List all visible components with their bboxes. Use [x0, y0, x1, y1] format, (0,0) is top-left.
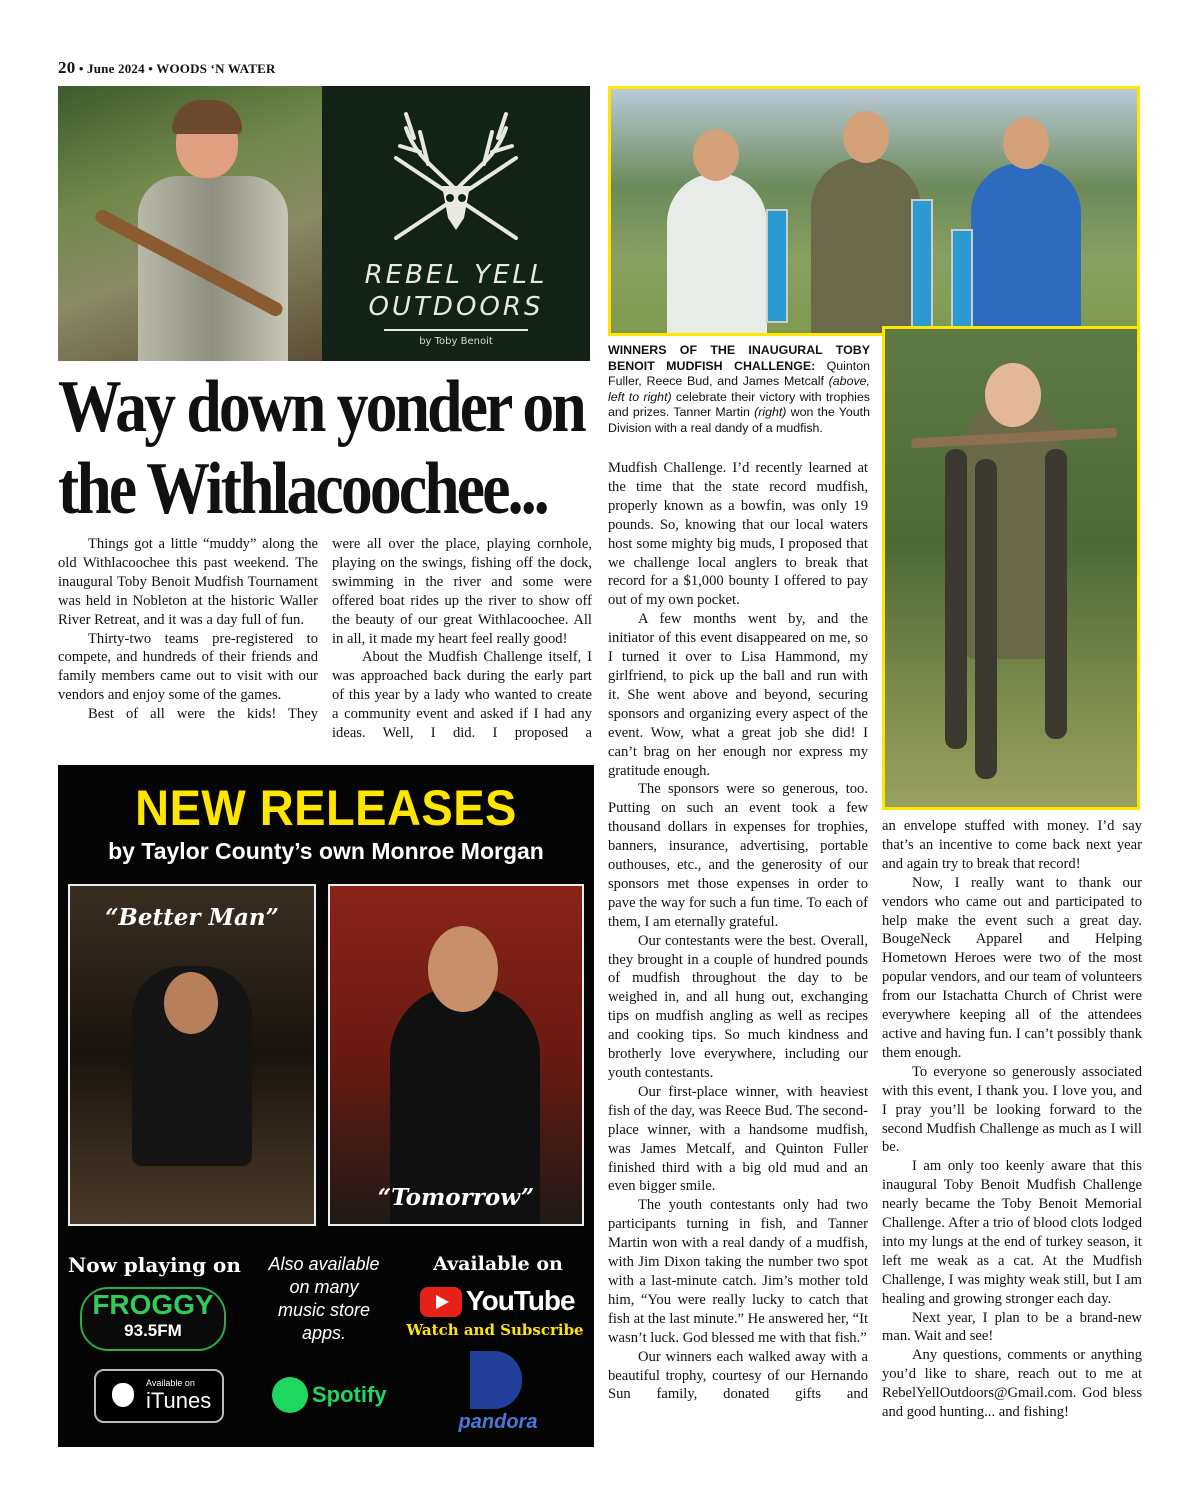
ad-subtitle: by Taylor County’s own Monroe Morgan [108, 838, 544, 864]
winners-photo [608, 86, 1140, 336]
article-column-2 [332, 535, 592, 743]
paragraph: Thirty-two teams pre-registered to compete, and hundreds of their friends and family members came out to visit with our vendors and enjoy some of the games. [58, 630, 318, 704]
froggy-frequency: 93.5FM [124, 1321, 182, 1340]
logo-divider [384, 329, 528, 331]
youth-winner-photo [882, 326, 1140, 810]
logo-byline: by Toby Benoit [419, 336, 493, 347]
itunes-small-text: Available on [146, 1378, 195, 1388]
paragraph: A few months went by, and the initiator of this event disappeared on me, so I turned it over to Lisa Hammond, my girlfriend, to pick up the ball and run with it. She went above and beyond, securing sponsors and organizing every aspect of the event. Wow, what a great job she did! I can’t brag on her enough nor express my gratitude enough. [608, 611, 868, 779]
caption-lead: WINNERS OF THE INAUGURAL TOBY BENOIT MUDFISH CHALLENGE: [608, 343, 870, 373]
ad-title: NEW RELEASES [135, 780, 517, 836]
also-available-text: Also available on many music store apps. [268, 1254, 380, 1343]
itunes-wordmark: iTunes [146, 1388, 212, 1413]
youtube-play-icon [420, 1287, 462, 1317]
logo-line-1: REBEL YELL [364, 260, 548, 290]
froggy-radio-logo [80, 1287, 226, 1351]
photo-caption [608, 343, 870, 437]
author-photo [58, 86, 322, 361]
caption-italic: (right) [754, 405, 787, 420]
album-title: “Tomorrow” [377, 1184, 535, 1211]
paragraph: an envelope stuffed with money. I’d say that’s an incentive to come back next year and again try to break that record! [882, 818, 1142, 872]
now-playing-label: Now playing on [68, 1253, 241, 1277]
apple-icon [112, 1383, 134, 1407]
spotify-icon [272, 1377, 308, 1413]
article-column-4 [882, 817, 1142, 1422]
paragraph: To everyone so generously associated with this event, I thank you. I love you, and I pray you’ll be looking forward to the second Mudfish Challenge as much as I will be. [882, 1063, 1142, 1156]
caption-text: won the Youth Division with a real dandy of a mudfish. [608, 405, 870, 435]
headline-line-1: Way down yonder on [58, 366, 584, 448]
rebel-yell-logo [322, 86, 590, 361]
paragraph: Mudfish Challenge. I’d recently learned at the time that the state record mudfish, properly known as a bowfin, was only 19 pounds. So, knowing that our local waters host some mighty big muds, I proposed that we challenge local anglers to break that record for a $1,000 bounty I offered to pay out of my own pocket. [608, 460, 868, 609]
paragraph: were all over the place, playing cornhole, playing on the swings, fishing off the dock, swimming in the river and some were offered boat rides up the river to show off the beauty of our great Withlacoochee. All in all, it made my heart feel really good! [332, 536, 592, 647]
paragraph: Things got a little “muddy” along the old Withlacoochee this past weekend. The inaugural Toby Benoit Mudfish Tournament was held in Nobleton at the historic Waller River Retreat, and it was a day full of fun. [58, 536, 318, 628]
paragraph: Our contestants were the best. Overall, they brought in a couple of hundred pounds of mudfish throughout the day to be weighed in, and all hung out, exchanging tips on mudfish angling as well as recipes and cooking tips. So much kindness and brotherly love everywhere, including our youth contestants. [608, 932, 868, 1081]
music-advertisement [58, 765, 594, 1447]
folio [58, 58, 276, 78]
headline-line-2: the Withlacoochee... [58, 448, 547, 530]
logo-line-2: OUTDOORS [368, 292, 544, 322]
album-cover-tomorrow [328, 884, 584, 1226]
paragraph: About the Mudfish Challenge itself, I was approached back during the early part of this year by a lady who wanted to create a community event and asked if I had any ideas. Well, I did. I proposed a [332, 649, 592, 742]
paragraph: Any questions, comments or anything you’d like to share, reach out to me at RebelYellOutdoors@Gmail.com. God bless and good hunting... and fishing! [882, 1347, 1142, 1421]
album-cover-better-man [68, 884, 316, 1226]
folio-text: • June 2024 • WOODS ‘N WATER [75, 61, 276, 76]
spotify-wordmark: Spotify [312, 1382, 387, 1407]
paragraph: The youth contestants only had two participants turning in fish, and Tanner Martin won with a real dandy of a mudfish, with Jim Dixon taking the number two spot with a last-minute catch. Jim’s mother told him, “You were really lucky to catch that fish at the last minute.” He answered her, “It wasn’t luck. God blessed me with that fish.” [608, 1197, 868, 1346]
article-column-1 [58, 535, 318, 724]
youtube-logo [420, 1285, 580, 1319]
pandora-icon [470, 1351, 522, 1409]
headline [58, 366, 584, 530]
album-title: “Better Man” [105, 904, 279, 931]
paragraph: Now, I really want to thank our vendors who came out and participated to help make the event such a great day. BougeNeck Apparel and Helping Hometown Heroes were two of the most popular vendors, and our team of volunteers from our Istachatta Church of Christ were everywhere keeping all of the attendees active and having fun. I can’t possibly thank them enough. [882, 874, 1142, 1061]
caption-italic: (above, left to right) [608, 374, 870, 404]
article-column-3 [608, 459, 868, 1404]
paragraph: Our winners each walked away with a beautiful trophy, courtesy of our Hernando Sun family, donated gifts and [608, 1348, 868, 1403]
paragraph: I am only too keenly aware that this inaugural Toby Benoit Mudfish Challenge nearly became the Toby Benoit Memorial Challenge. After a trio of blood clots lodged into my lungs at the end of turkey season, it left me weak as a cat. At the Mudfish Challenge, I was mighty weak still, but I am healing and growing stronger each day. [882, 1158, 1142, 1307]
caption-text: Quinton Fuller, Reece Bud, and James Metcalf [608, 358, 871, 389]
watch-and-subscribe: Watch and Subscribe [406, 1321, 584, 1339]
paragraph: Next year, I plan to be a brand-new man. Wait and see! [882, 1309, 1142, 1345]
pandora-wordmark: pandora [458, 1411, 538, 1433]
paragraph: Our first-place winner, with heaviest fish of the day, was Reece Bud. The second-place winner, with a handsome mudfish, was James Metcalf, and Quinton Fuller finished third with a big old mud and an even bigger smile. [608, 1083, 868, 1195]
itunes-badge [94, 1369, 224, 1423]
youtube-wordmark: YouTube [466, 1285, 575, 1316]
available-on-label: Available on [433, 1253, 563, 1275]
froggy-name: FROGGY [92, 1289, 214, 1320]
paragraph: Best of all were the kids! They [88, 706, 318, 723]
paragraph: The sponsors were so generous, too. Putting on such an event took a few thousand dollars in expenses for trophies, banners, insurance, advertising, portable outhouses, etc., and the generosity of our sponsors met those expenses in order to pave the way for such a fun time. To each of them, I am eternally grateful. [608, 781, 868, 930]
antler-skull-logo-icon [376, 98, 536, 258]
pandora-logo [448, 1351, 548, 1437]
spotify-logo [272, 1377, 400, 1413]
caption-text: celebrate their victory with trophies and prizes. Tanner Martin [608, 389, 870, 420]
page-number: 20 [58, 58, 76, 77]
